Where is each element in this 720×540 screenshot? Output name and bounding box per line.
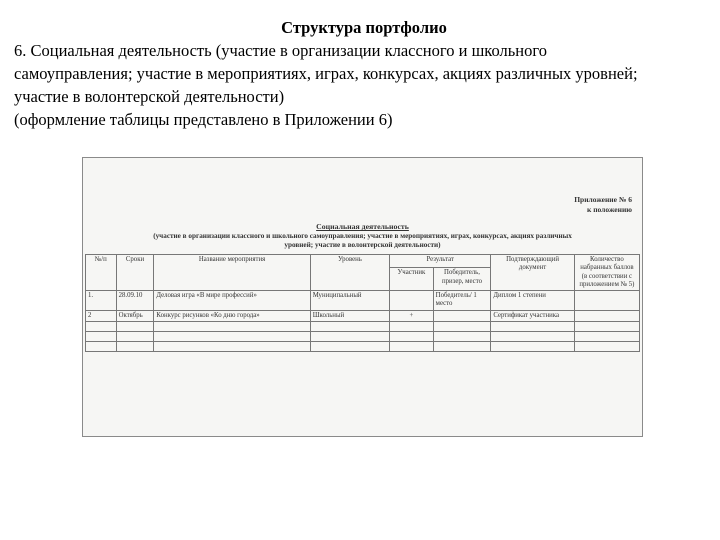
portfolio-table (85, 254, 640, 352)
table-row (86, 291, 640, 311)
appendix-sub: к положению (587, 205, 632, 214)
header-winner: Победитель, призер, место (433, 268, 491, 291)
cell-winner (433, 310, 491, 321)
header-num: №/п (86, 255, 117, 291)
document-heading (83, 222, 642, 251)
cell-date: 28.09.10 (116, 291, 154, 311)
header-level: Уровень (310, 255, 389, 291)
cell-points (574, 291, 639, 311)
cell-num: 1. (86, 291, 117, 311)
paragraph-line: участие в волонтерской деятельности) (14, 87, 285, 106)
header-date: Сроки (116, 255, 154, 291)
slide-text-block (14, 16, 714, 131)
cell-name: Деловая игра «В мире профессий» (154, 291, 310, 311)
scanned-document-image (82, 157, 643, 437)
cell-num: 2 (86, 310, 117, 321)
document-subheading-line: (участие в организации классного и школьного самоуправления; участие в мероприятиях, играх, конкурсах, акциях различных (153, 231, 572, 240)
cell-winner: Победитель/ 1 место (433, 291, 491, 311)
cell-points (574, 310, 639, 321)
cell-date: Октябрь (116, 310, 154, 321)
header-name: Название мероприятия (154, 255, 310, 291)
header-participant: Участник (390, 268, 434, 291)
paragraph-line: (оформление таблицы представлено в Приложении 6) (14, 110, 393, 129)
document-title: Социальная деятельность (316, 222, 409, 231)
appendix-number: Приложение № 6 (574, 195, 632, 204)
appendix-label (574, 195, 632, 215)
table-row-empty (86, 342, 640, 352)
cell-doc: Сертификат участника (491, 310, 574, 321)
cell-level: Муниципальный (310, 291, 389, 311)
header-doc: Подтверждающий документ (491, 255, 574, 291)
slide-paragraph (14, 39, 714, 131)
table-header-row (86, 255, 640, 268)
cell-participant (390, 291, 434, 311)
paragraph-line: самоуправления; участие в мероприятиях, играх, конкурсах, акциях различных уровней; (14, 64, 638, 83)
paragraph-line: 6. Социальная деятельность (участие в организации классного и школьного (14, 41, 547, 60)
cell-participant: + (390, 310, 434, 321)
cell-name: Конкурс рисунков «Ко дню города» (154, 310, 310, 321)
cell-level: Школьный (310, 310, 389, 321)
table-row (86, 310, 640, 321)
header-points: Количество набранных баллов (в соответствии с приложением № 5) (574, 255, 639, 291)
slide-title: Структура портфолио (281, 18, 447, 37)
cell-doc: Диплом 1 степени (491, 291, 574, 311)
document-subheading-line: уровней; участие в волонтерской деятельности) (284, 241, 441, 249)
table-row-empty (86, 322, 640, 332)
table-row-empty (86, 332, 640, 342)
header-result: Результат (390, 255, 491, 268)
